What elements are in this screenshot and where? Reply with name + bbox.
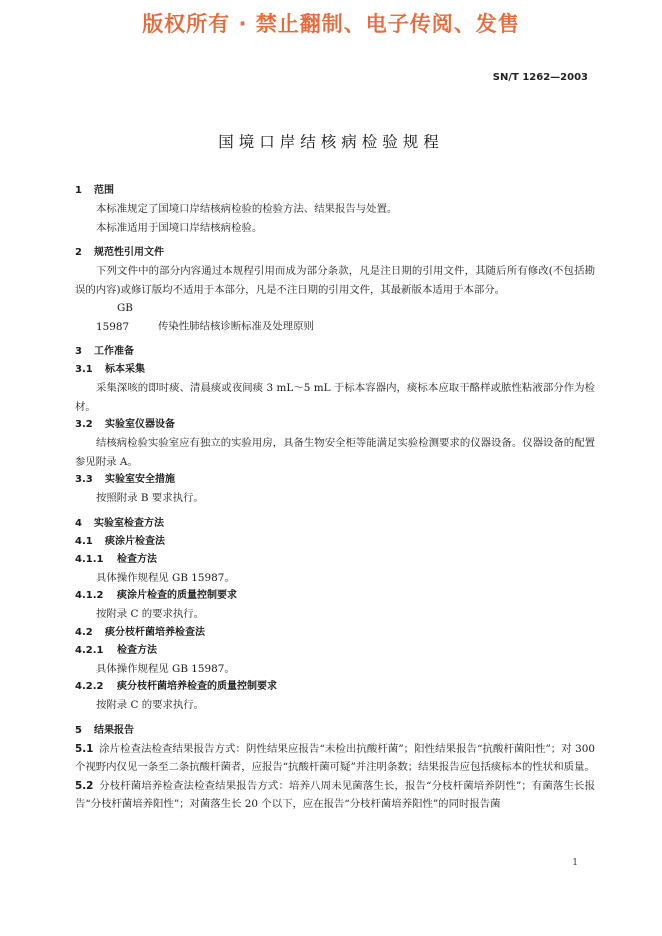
paragraph: 按附录 C 的要求执行。: [96, 608, 205, 620]
section-heading: 1 范围: [75, 185, 114, 196]
paragraph: 采集深咳的即时痰、清晨痰或夜间痰 3 mL～5 mL 于标本容器内，痰标本应取干酪样或脓性粘液部分作为检材。: [75, 382, 595, 413]
section-heading: 2 规范性引用文件: [75, 247, 164, 258]
subsubsection-heading: 4.1.2 痰涂片检查的质量控制要求: [75, 590, 237, 601]
section-heading: 5 结果报告: [75, 724, 134, 736]
subsection-heading: 4.1 痰涂片检查法: [75, 535, 165, 547]
section-heading: 3 工作准备: [75, 346, 134, 357]
subsubsection-heading: 4.2.2 痰分枝杆菌培养检查的质量控制要求: [75, 681, 277, 692]
page-number: 1: [572, 858, 578, 868]
numbered-paragraph: [75, 740, 595, 777]
paragraph: 具体操作规程见 GB 15987。: [96, 662, 235, 675]
paragraph: 结核病检验实验室应有独立的实验用房，具备生物安全柜等能满足实验检测要求的仪器设备。仪器设备的配置参见附录 A。: [75, 437, 595, 468]
clause-number: 5.2: [75, 779, 94, 792]
subsection-heading: 3.2 实验室仪器设备: [75, 419, 175, 430]
section-heading: 4 实验室检查方法: [75, 517, 164, 529]
paragraph: 本标准适用于国境口岸结核病检验。: [96, 221, 263, 234]
reference-number: GB 15987: [96, 302, 133, 333]
paragraph: 本标准规定了国境口岸结核病检验的检验方法、结果报告与处置。: [96, 203, 398, 215]
paragraph: 按照附录 B 要求执行。: [96, 492, 204, 504]
clause-text: 分枝杆菌培养检查法检查结果报告方式：培养八周未见菌落生长，报告“分枝杆菌培养阴性”；有菌落生长报告“分枝杆菌培养阳性”；对菌落生长 20 个以下，应在报告“分枝杆菌培养阳性”的同时报告菌: [75, 779, 595, 810]
document-title: 国境口岸结核病检验规程: [218, 133, 444, 151]
normative-reference: [75, 299, 595, 336]
subsection-heading: 4.2 痰分枝杆菌培养检查法: [75, 626, 205, 638]
copyright-banner: 版权所有 · 禁止翻制、电子传阅、发售: [142, 12, 520, 36]
subsection-heading: 3.1 标本采集: [75, 364, 145, 375]
paragraph: 按附录 C 的要求执行。: [96, 699, 205, 711]
paragraph: 具体操作规程见 GB 15987。: [96, 571, 235, 584]
subsection-heading: 3.3 实验室安全措施: [75, 474, 175, 485]
numbered-paragraph: [75, 777, 595, 814]
standard-number: SN/T 1262—2003: [492, 72, 588, 83]
paragraph: 下列文件中的部分内容通过本规程引用而成为部分条款，凡是注日期的引用文件，其随后所有修改(不包括勘误的内容)或修订版均不适用于本部分，凡是不注日期的引用文件，其最新版本适用于本部分。: [75, 265, 595, 296]
clause-number: 5.1: [75, 742, 94, 755]
subsubsection-heading: 4.2.1 检查方法: [75, 644, 157, 656]
document-body: [75, 182, 595, 814]
subsubsection-heading: 4.1.1 检查方法: [75, 553, 157, 565]
reference-title: 传染性肺结核诊断标准及处理原则: [158, 320, 314, 333]
clause-text: 涂片检查法检查结果报告方式：阴性结果应报告“未检出抗酸杆菌”；阳性结果报告“抗酸杆菌阳性”；对 300 个视野内仅见一条至二条抗酸杆菌者，应报告“抗酸杆菌可疑”并注明条数；结果报告应包括痰标本的性状和质量。: [75, 742, 595, 773]
